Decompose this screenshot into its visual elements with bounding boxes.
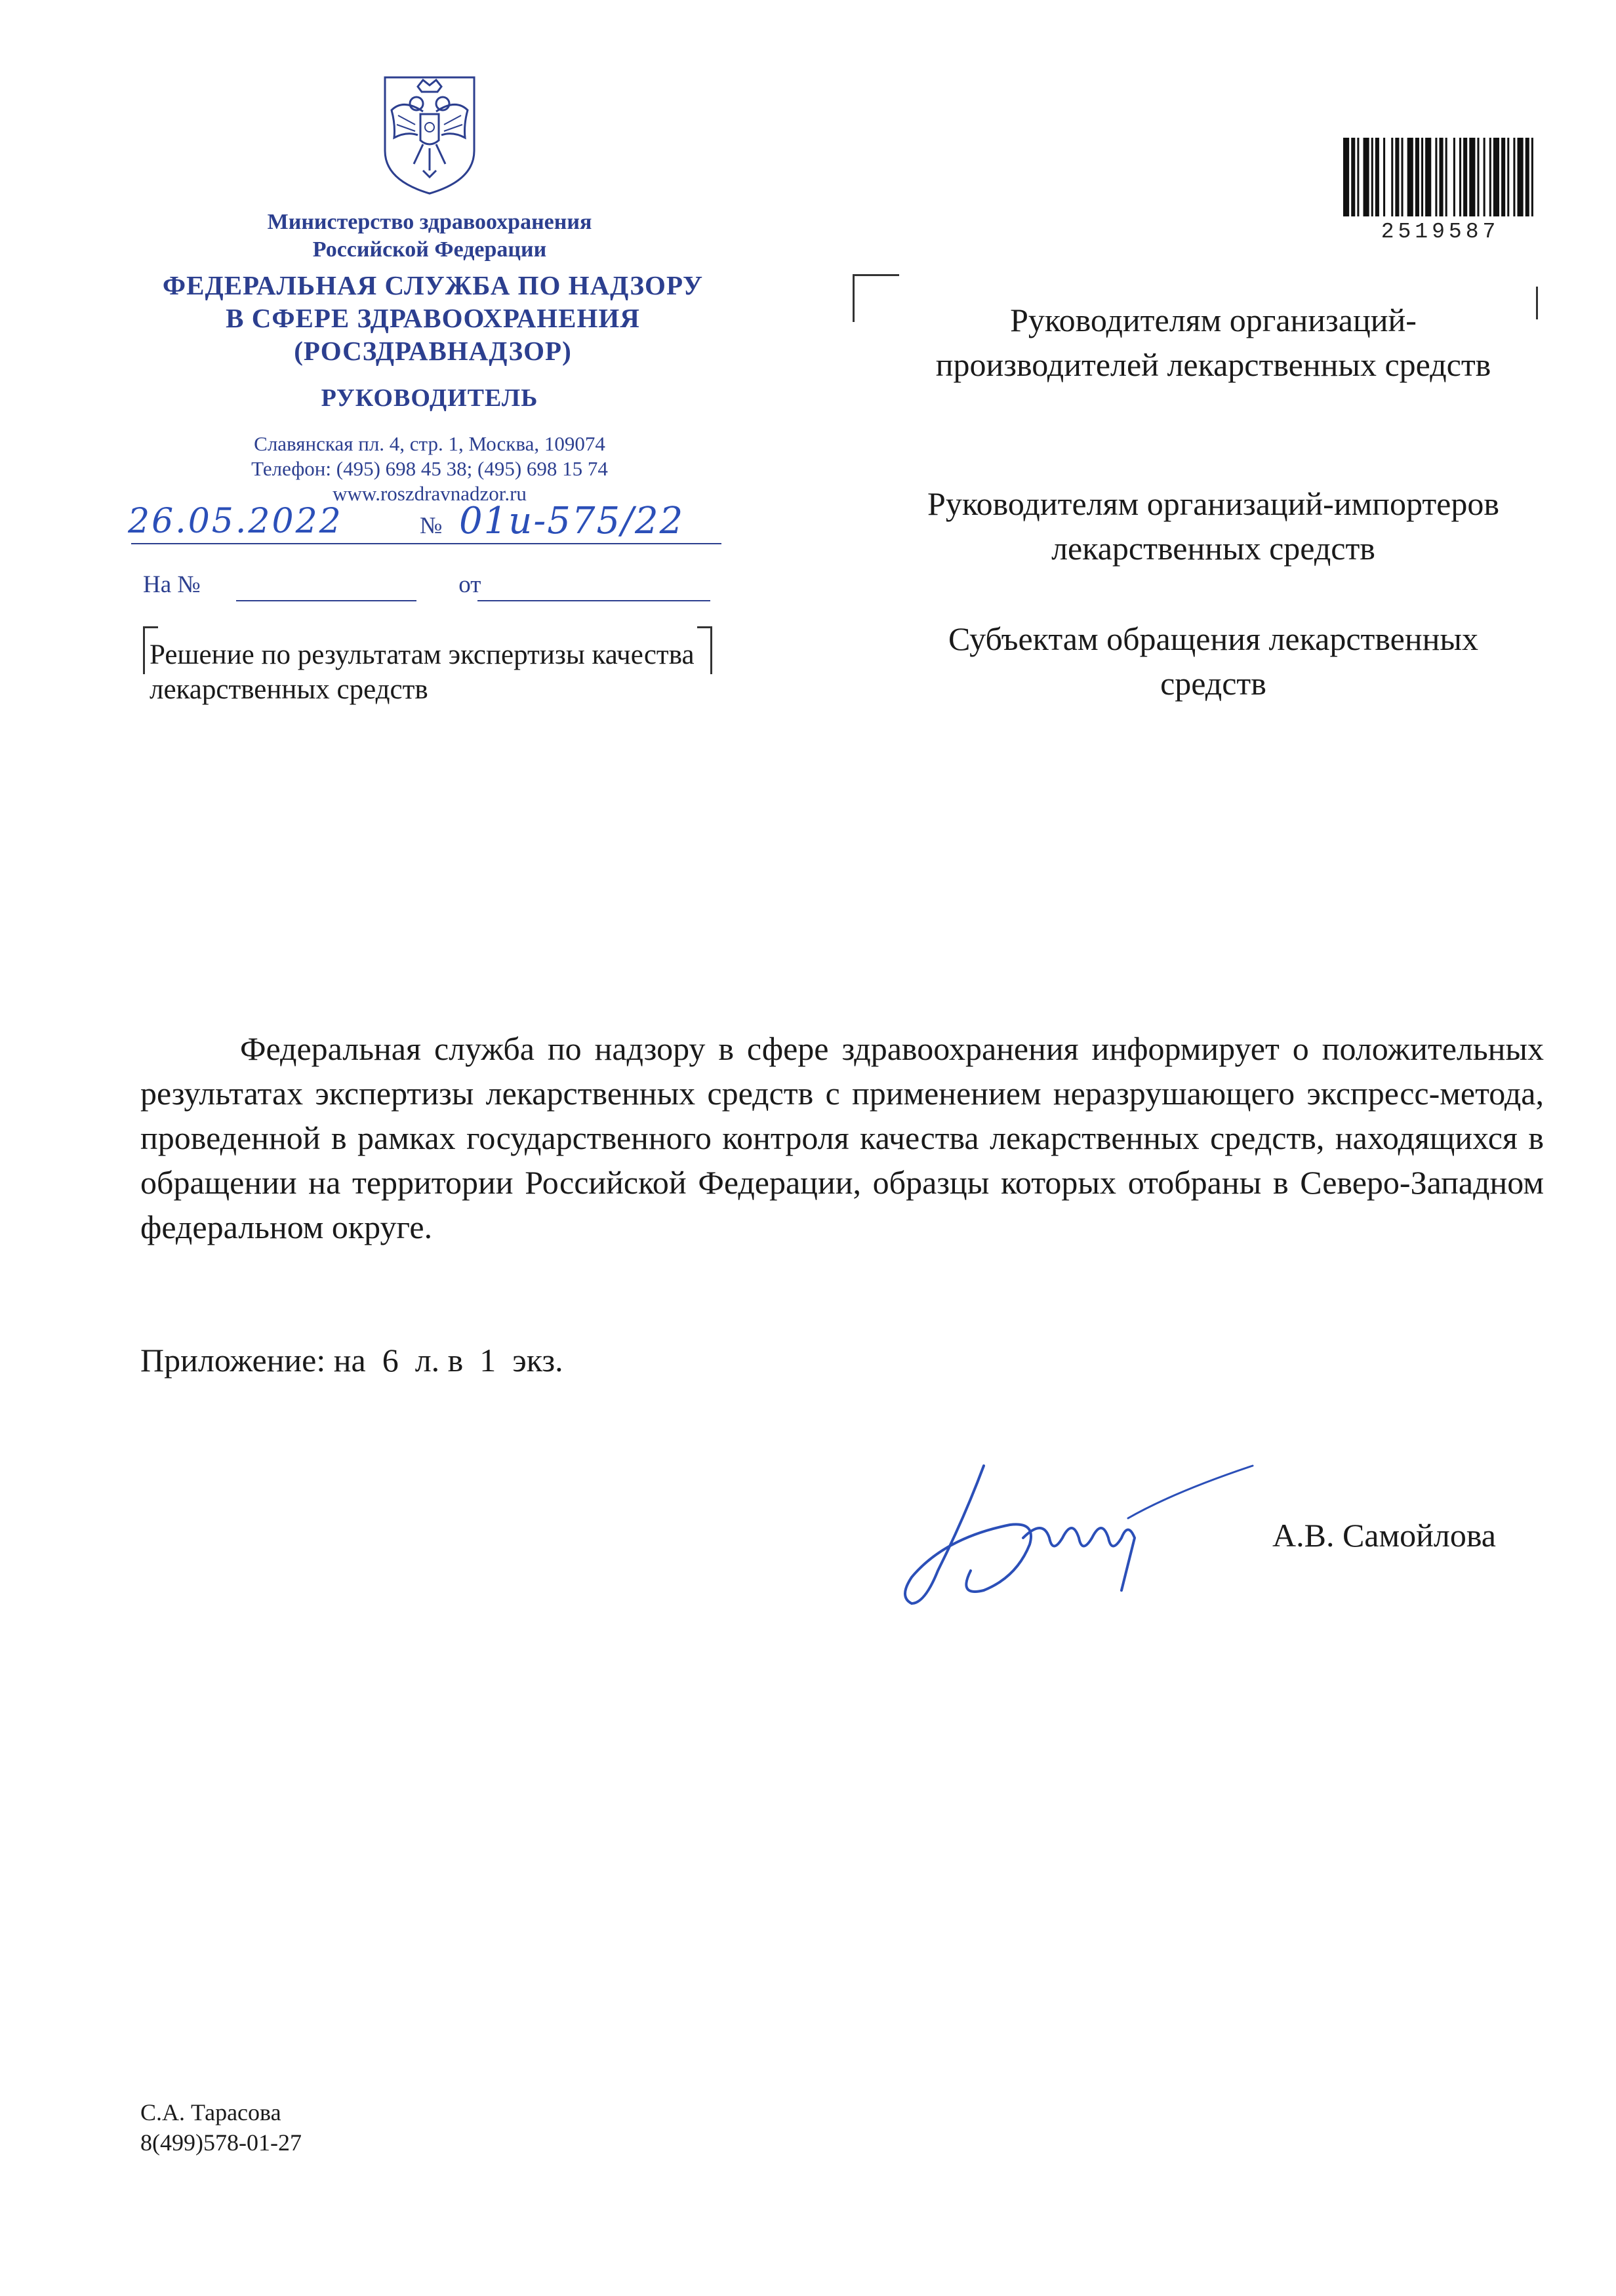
reference-date-blank <box>477 600 710 601</box>
registration-date: 26.05.2022 <box>128 502 343 541</box>
service-line-2: В СФЕРЕ ЗДРАВООХРАНЕНИЯ <box>226 303 640 333</box>
barcode-bar <box>1513 138 1515 216</box>
postal-address: Славянская пл. 4, стр. 1, Москва, 109074 <box>254 432 605 455</box>
barcode-bar <box>1439 138 1443 216</box>
executor-phone: 8(499)578-01-27 <box>140 2129 302 2156</box>
barcode-bar <box>1357 138 1359 216</box>
service-name <box>131 269 735 367</box>
executor-block <box>140 2097 302 2158</box>
barcode-bar <box>1371 138 1373 216</box>
barcode-bar <box>1395 138 1399 216</box>
phone-numbers: Телефон: (495) 698 45 38; (495) 698 15 74 <box>251 457 608 480</box>
service-line-3: (РОСЗДРАВНАДЗОР) <box>294 336 572 366</box>
barcode-bar <box>1391 138 1393 216</box>
reference-from-label: от <box>458 571 481 598</box>
barcode-bar <box>1425 138 1431 216</box>
barcode-bar <box>1375 138 1379 216</box>
letter-subject: Решение по результатам экспертизы качества лекарственных средств <box>150 639 695 705</box>
ministry-line-1: Министерство здравоохранения <box>267 210 592 234</box>
appendix-note: Приложение: на 6 л. в 1 экз. <box>140 1342 563 1379</box>
barcode-number: 2519587 <box>1381 220 1500 244</box>
barcode-bar <box>1351 138 1355 216</box>
barcode-bar <box>1453 138 1455 216</box>
reference-row <box>143 571 481 599</box>
barcode-bar <box>1401 138 1403 216</box>
barcode-bar <box>1484 138 1485 216</box>
barcode-bar <box>1435 138 1437 216</box>
executor-name: С.А. Тарасова <box>140 2099 281 2125</box>
barcode-bar <box>1493 138 1499 216</box>
addressee-bracket-right <box>1536 287 1538 319</box>
barcode-bar <box>1517 138 1523 216</box>
barcode-bar <box>1463 138 1467 216</box>
barcode-bar <box>1421 138 1423 216</box>
addressee-circulation-subjects: Субъектам обращения лекарственных средств <box>948 620 1478 702</box>
letter-body: Федеральная служба по надзору в сфере здравоохранения информирует о положительных результатах экспертизы лекарственных средств с применением неразрушающего экспресс-метода, проведенной в рамках государственного контроля качества лекарственных средств, находящихся в обращении на территории Российской Федерации, образцы которых отобраны в Северо-Западном федеральном округе. <box>140 1030 1544 1245</box>
barcode-bar <box>1531 138 1533 216</box>
barcode-bar <box>1525 138 1529 216</box>
barcode-bar <box>1407 138 1413 216</box>
barcode-bar <box>1343 138 1349 216</box>
ministry-line-2: Российской Федерации <box>312 237 547 262</box>
barcode-bar <box>1501 138 1505 216</box>
barcode-bar <box>1477 138 1479 216</box>
handwritten-signature <box>885 1440 1266 1630</box>
addressee-importers: Руководителям организаций-импортеров лекарственных средств <box>927 485 1499 567</box>
registration-underline <box>131 543 721 544</box>
registration-number-sign: № <box>420 512 443 538</box>
contact-block <box>171 432 689 506</box>
barcode-bar <box>1415 138 1419 216</box>
registration-number: 01и-575/22 <box>459 500 685 542</box>
barcode-bar <box>1364 138 1369 216</box>
barcode-bar <box>1383 138 1385 216</box>
addressee-manufacturers: Руководителям организаций-производителей лекарственных средств <box>935 302 1491 383</box>
service-line-1: ФЕДЕРАЛЬНАЯ СЛУЖБА ПО НАДЗОРУ <box>162 270 704 300</box>
ministry-name <box>190 209 669 264</box>
addressee-bracket-left <box>853 274 899 322</box>
barcode-bar <box>1445 138 1447 216</box>
website-link: www.roszdravnadzor.ru <box>333 482 527 505</box>
barcode-bar <box>1459 138 1461 216</box>
reference-number-blank <box>236 600 416 601</box>
barcode-bar <box>1469 138 1475 216</box>
coat-of-arms-emblem <box>377 72 482 197</box>
reference-no-label: На № <box>143 571 201 598</box>
head-title: РУКОВОДИТЕЛЬ <box>321 384 538 412</box>
barcode <box>1343 138 1537 216</box>
barcode-bar <box>1489 138 1491 216</box>
signer-name: А.В. Самойлова <box>1272 1517 1496 1554</box>
barcode-bar <box>1507 138 1509 216</box>
